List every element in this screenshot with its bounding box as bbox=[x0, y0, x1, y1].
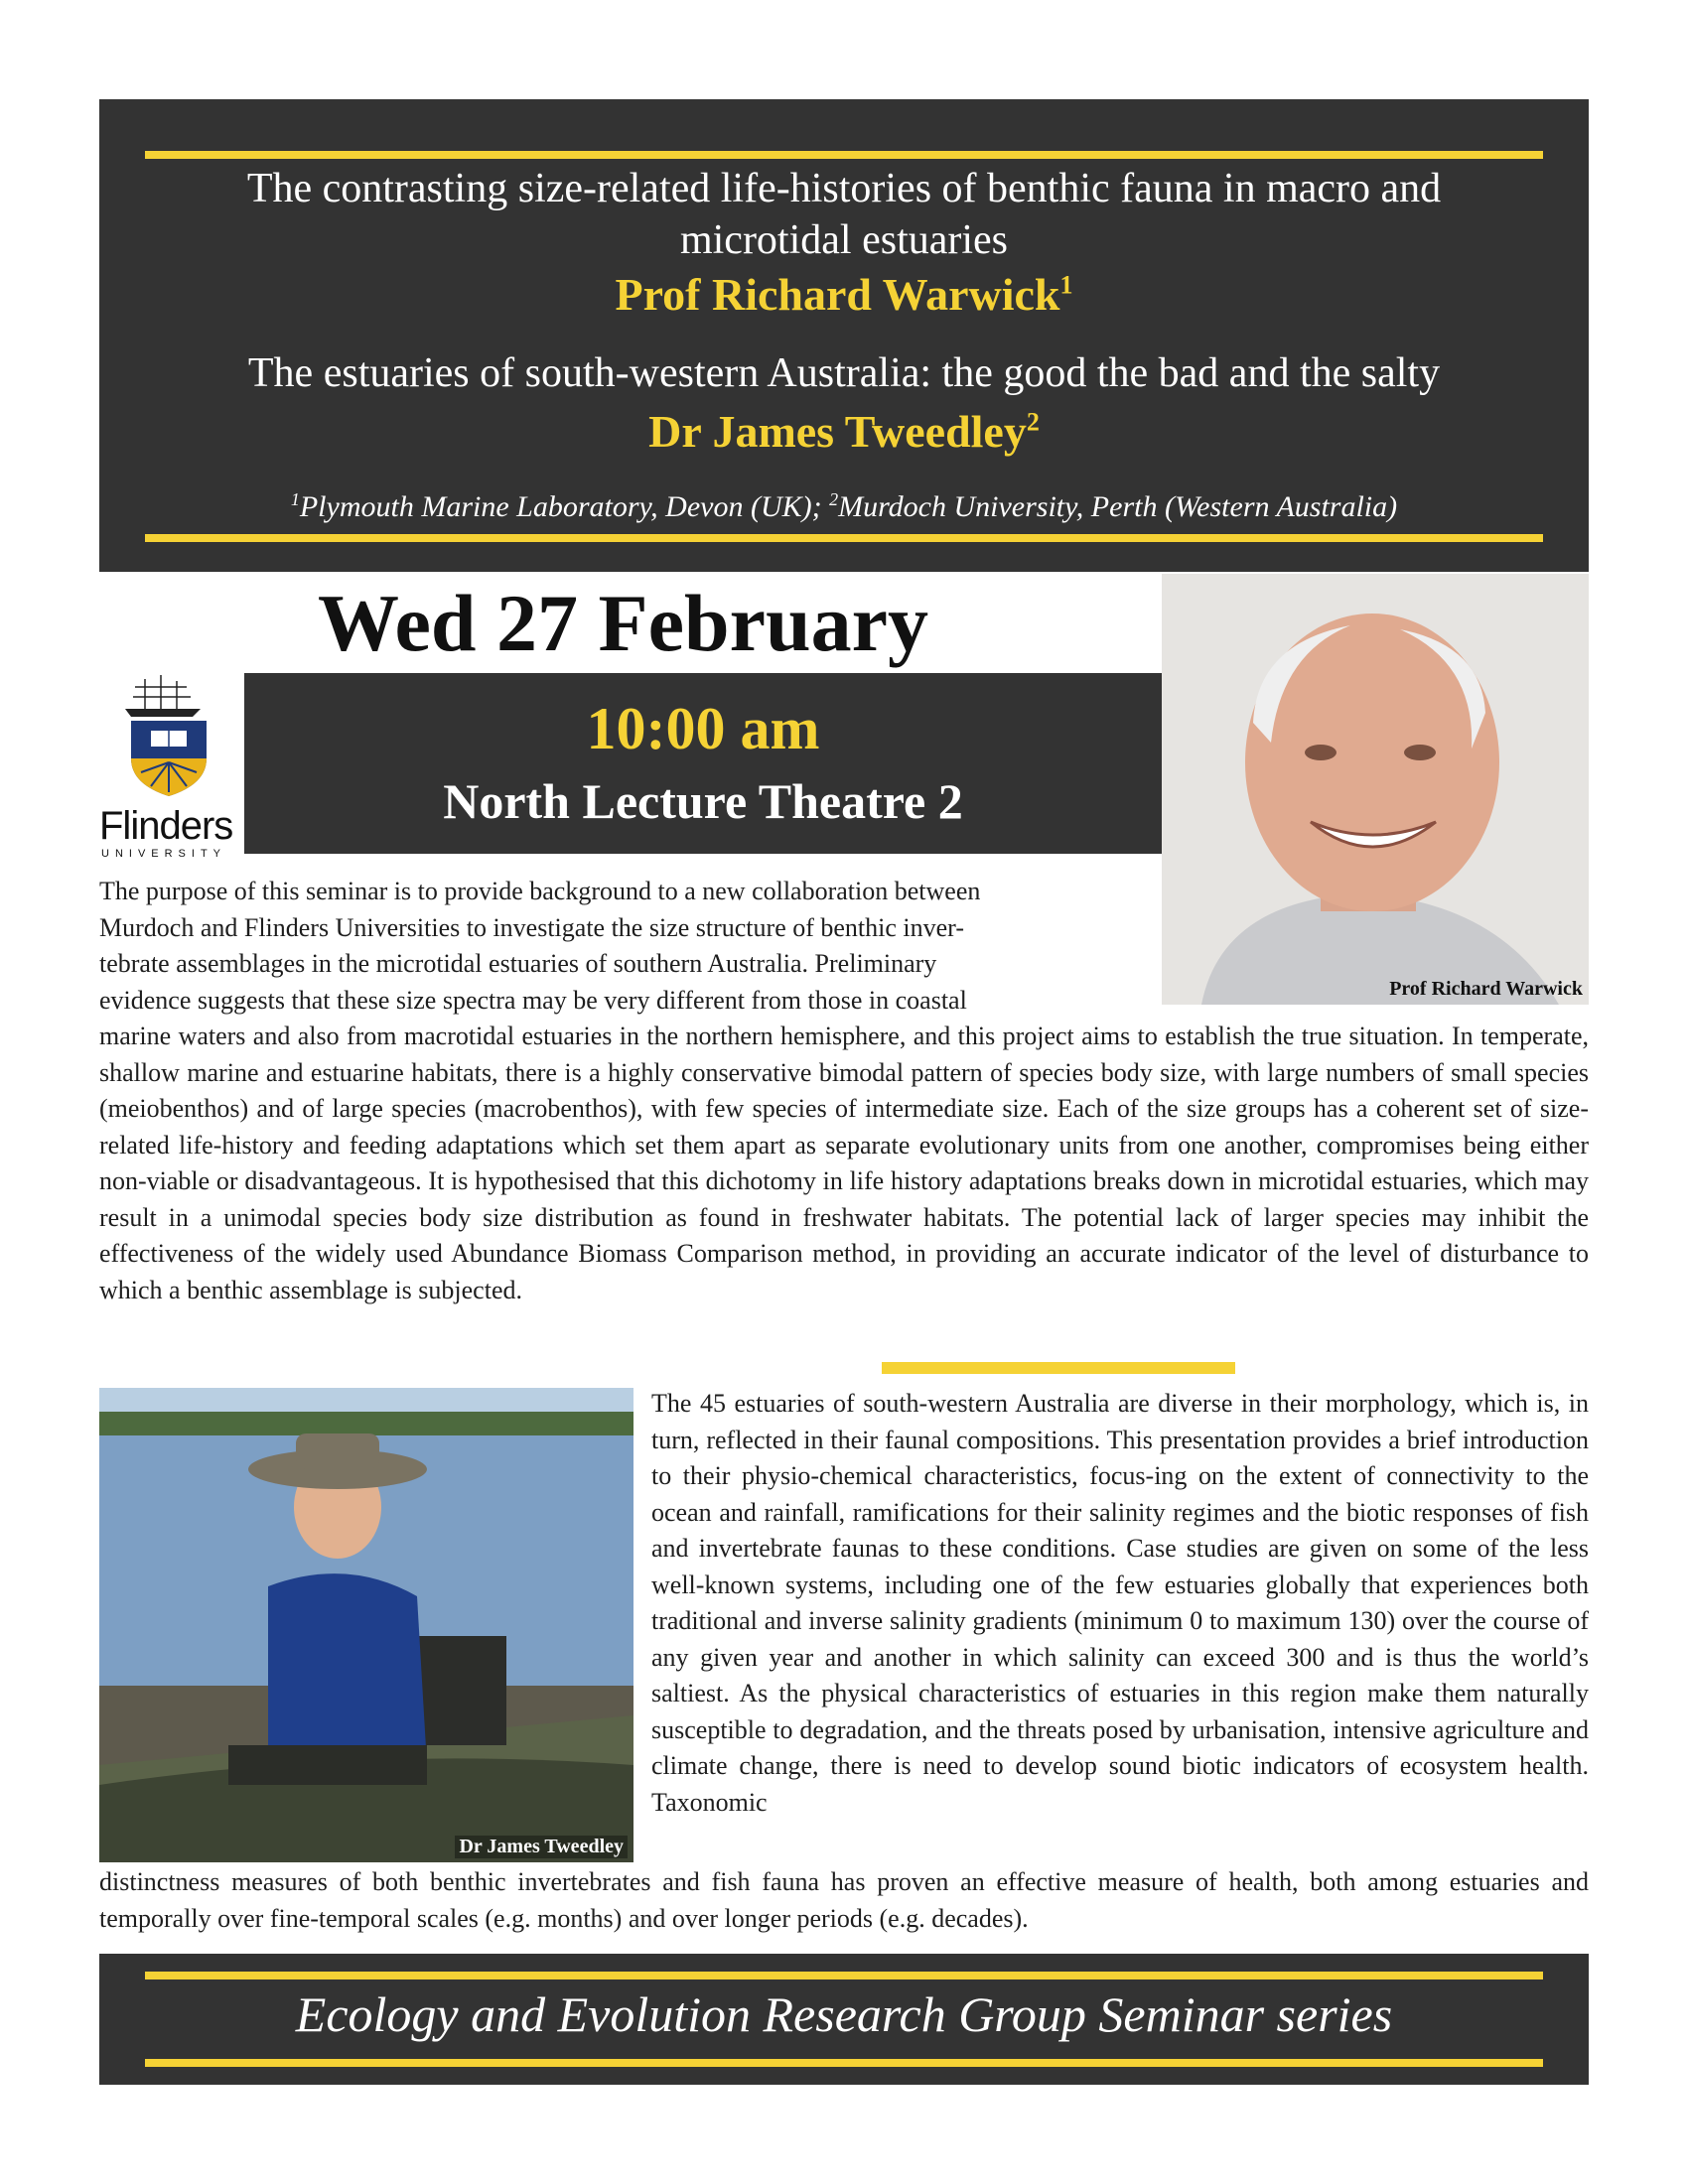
abstract2-narrow: The 45 estuaries of south-western Australia are diverse in their morphology, which is, in turn, reflected in their faunal compositions. This presentation provides a brief introduction to their physio-chemical characteristics, focus-ing on the extent of connectivity to the ocean and rainfall, ramifications for their salinity regimes and the biotic responses of fish and invertebrate faunas to these conditions. Case studies are given on some of the less well-known systems, including one of the few estuaries globally that experiences both traditional and inverse salinity gradients (minimum 0 to maximum 130) over the course of any given year and another in which salinity can exceed 300 and is thus the world’s saltiest. As the physical characteristics of estuaries in this region make them naturally susceptible to degradation, and the threats posed by urbanisation, intensive agriculture and climate change, there is need to develop sound biotic indicators of ecosystem health. Taxonomic bbox=[651, 1389, 1589, 1817]
speaker1-name-line bbox=[99, 268, 1589, 321]
speaker1-name: Prof Richard Warwick bbox=[615, 269, 1060, 320]
affil1-text: Plymouth Marine Laboratory, Devon (UK); bbox=[299, 490, 830, 523]
flinders-logo bbox=[95, 673, 244, 860]
event-date: Wed 27 February bbox=[318, 578, 928, 668]
footer-top-rule bbox=[145, 1972, 1543, 1979]
footer-band bbox=[99, 1954, 1589, 2085]
affiliations bbox=[99, 489, 1589, 524]
speaker2-name: Dr James Tweedley bbox=[648, 406, 1027, 457]
photo-richard-warwick bbox=[1162, 574, 1589, 1005]
talk1-title bbox=[99, 163, 1589, 266]
event-venue: North Lecture Theatre 2 bbox=[443, 773, 963, 829]
header-top-rule bbox=[145, 151, 1543, 159]
crest-icon bbox=[95, 673, 244, 802]
abstract2-wide: distinctness measures of both benthic invertebrates and fish fauna has proven an effective measure of health, both among estuaries and temporally over fine-temporal scales (e.g. months) and over longer periods (e.g. decades). bbox=[99, 1867, 1589, 1933]
logo-subtitle: UNIVERSITY bbox=[101, 848, 227, 860]
affil2-mark: 2 bbox=[829, 489, 839, 509]
field-photo-icon bbox=[99, 1388, 633, 1862]
footer-bottom-rule bbox=[145, 2059, 1543, 2067]
section-divider bbox=[882, 1362, 1235, 1374]
logo-wordmark: Flinders bbox=[99, 804, 233, 848]
speaker2-name-line bbox=[99, 405, 1589, 458]
talk2-title: The estuaries of south-western Australia: the good the bad and the salty bbox=[247, 350, 1441, 396]
speaker1-mark: 1 bbox=[1059, 270, 1073, 300]
talk1-title-line2: microtidal estuaries bbox=[679, 217, 1009, 263]
warwick-caption: Prof Richard Warwick bbox=[1389, 978, 1583, 1000]
photo-james-tweedley bbox=[99, 1388, 633, 1862]
header-bottom-rule bbox=[145, 534, 1543, 542]
time-venue-band bbox=[244, 673, 1162, 854]
series-title: Ecology and Evolution Research Group Seminar series bbox=[295, 1986, 1393, 2042]
header-band bbox=[99, 99, 1589, 572]
event-time: 10:00 am bbox=[586, 696, 820, 761]
affil1-mark: 1 bbox=[290, 489, 300, 509]
affil2-text: Murdoch University, Perth (Western Australia) bbox=[838, 490, 1398, 523]
abstract1-narrow bbox=[99, 874, 1130, 1019]
talk1-title-line1: The contrasting size-related life-histories of benthic fauna in macro and bbox=[246, 166, 1442, 211]
tweedley-caption: Dr James Tweedley bbox=[455, 1836, 628, 1858]
abstract1-line3: tebrate assemblages in the microtidal estuaries of southern Australia. Preliminary bbox=[99, 949, 937, 978]
abstract1-line1: The purpose of this seminar is to provide background to a new collaboration between bbox=[99, 877, 981, 905]
abstract1-line2: Murdoch and Flinders Universities to investigate the size structure of benthic inver- bbox=[99, 912, 964, 942]
speaker2-mark: 2 bbox=[1026, 407, 1040, 437]
portrait-icon bbox=[1162, 574, 1589, 1005]
abstract1-wide: marine waters and also from macrotidal estuaries in the northern hemisphere, and this project aims to establish the true situation. In temperate, shallow marine and estuarine habitats, there is a highly conservative bimodal pattern of species body size, with large numbers of small species (meiobenthos) and of large species (macrobenthos), with few species of intermediate size. Each of the size groups has a coherent set of size-related life-history and feeding adaptations which set them apart as separate evolutionary units from one another, compromises being either non-viable or disadvantageous. It is hypothesised that this dichotomy in life history adaptations breaks down in microtidal estuaries, which may result in a unimodal species body size distribution as found in freshwater habitats. The potential lack of larger species may inhibit the effectiveness of the widely used Abundance Biomass Comparison method, in providing an accurate indicator of the level of disturbance to which a benthic assemblage is subjected. bbox=[99, 1022, 1589, 1304]
abstract1-line4: evidence suggests that these size spectra may be very different from those in coastal bbox=[99, 985, 967, 1015]
